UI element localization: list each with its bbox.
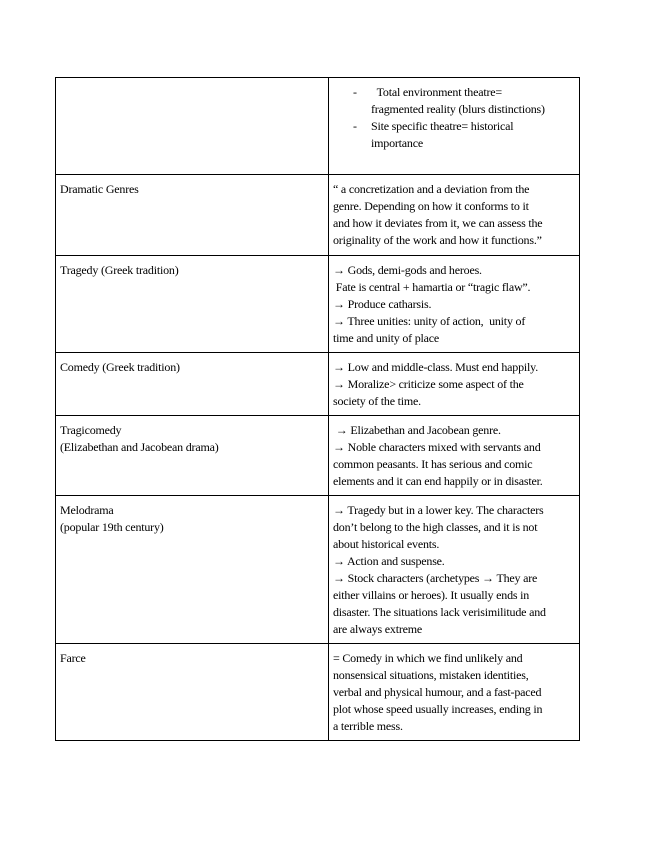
description-line: verbal and physical humour, and a fast-paced <box>333 685 542 699</box>
description-cell <box>329 78 580 175</box>
description-line: → Action and suspense. <box>333 554 445 568</box>
genres-table <box>55 77 580 741</box>
description-cell <box>329 353 580 416</box>
description-cell <box>329 256 580 353</box>
description-line: = Comedy in which we find unlikely and <box>333 651 523 665</box>
description-line: nonsensical situations, mistaken identities, <box>333 668 529 682</box>
description-line: disaster. The situations lack verisimilitude and <box>333 605 546 619</box>
genre-subtitle: (Elizabethan and Jacobean drama) <box>60 440 219 454</box>
description-line: → Noble characters mixed with servants and <box>333 440 541 454</box>
description-line: either villains or heroes). It usually ends in <box>333 588 530 602</box>
term-cell <box>56 644 329 741</box>
description-line: about historical events. <box>333 537 440 551</box>
description-line: → Tragedy but in a lower key. The characters <box>333 503 544 517</box>
description-cell <box>329 644 580 741</box>
description-line: originality of the work and how it functions.” <box>333 233 542 247</box>
description-line: → Stock characters (archetypes → They are <box>333 571 538 585</box>
list-item-text: importance <box>371 136 423 150</box>
description-line: genre. Depending on how it conforms to it <box>333 199 529 213</box>
description-line: are always extreme <box>333 622 423 636</box>
description-line: society of the time. <box>333 394 421 408</box>
list-item <box>333 118 575 152</box>
list-item <box>333 84 575 118</box>
table-row <box>56 353 580 416</box>
term-cell <box>56 496 329 644</box>
description-line: → Three unities: unity of action, unity of <box>333 314 526 328</box>
description-cell <box>329 175 580 256</box>
term-cell <box>56 256 329 353</box>
genre-subtitle: (popular 19th century) <box>60 520 164 534</box>
description-cell <box>329 496 580 644</box>
table-row <box>56 256 580 353</box>
term-cell <box>56 416 329 496</box>
genre-name: Melodrama <box>60 503 114 517</box>
table-row <box>56 78 580 175</box>
table-row <box>56 175 580 256</box>
description-line: Fate is central + hamartia or “tragic flaw”. <box>333 280 531 294</box>
description-line: → Gods, demi-gods and heroes. <box>333 263 482 277</box>
description-line: → Elizabethan and Jacobean genre. <box>333 423 501 437</box>
list-item-text: Site specific theatre= historical <box>371 119 514 133</box>
description-cell <box>329 416 580 496</box>
table-row <box>56 496 580 644</box>
description-line: common peasants. It has serious and comic <box>333 457 533 471</box>
list-marker: - <box>353 119 357 133</box>
description-line: time and unity of place <box>333 331 440 345</box>
list-item-text: Total environment theatre= <box>371 85 502 99</box>
description-line: → Moralize> criticize some aspect of the <box>333 377 524 391</box>
term-cell <box>56 78 329 175</box>
term-cell <box>56 353 329 416</box>
description-line: → Produce catharsis. <box>333 297 432 311</box>
genre-name: Tragedy (Greek tradition) <box>60 263 179 277</box>
description-line: plot whose speed usually increases, ending in <box>333 702 543 716</box>
table-row <box>56 416 580 496</box>
description-line: elements and it can end happily or in disaster. <box>333 474 543 488</box>
list-item-text: fragmented reality (blurs distinctions) <box>371 102 545 116</box>
description-line: don’t belong to the high classes, and it is not <box>333 520 538 534</box>
table-row <box>56 644 580 741</box>
description-line: and how it deviates from it, we can assess the <box>333 216 543 230</box>
list-marker: - <box>353 85 357 99</box>
description-line: a terrible mess. <box>333 719 403 733</box>
genre-name: Comedy (Greek tradition) <box>60 360 180 374</box>
genre-name: Tragicomedy <box>60 423 122 437</box>
description-line: “ a concretization and a deviation from the <box>333 182 530 196</box>
genre-name: Farce <box>60 651 86 665</box>
term-cell <box>56 175 329 256</box>
genre-name: Dramatic Genres <box>60 182 139 196</box>
description-line: → Low and middle-class. Must end happily. <box>333 360 538 374</box>
